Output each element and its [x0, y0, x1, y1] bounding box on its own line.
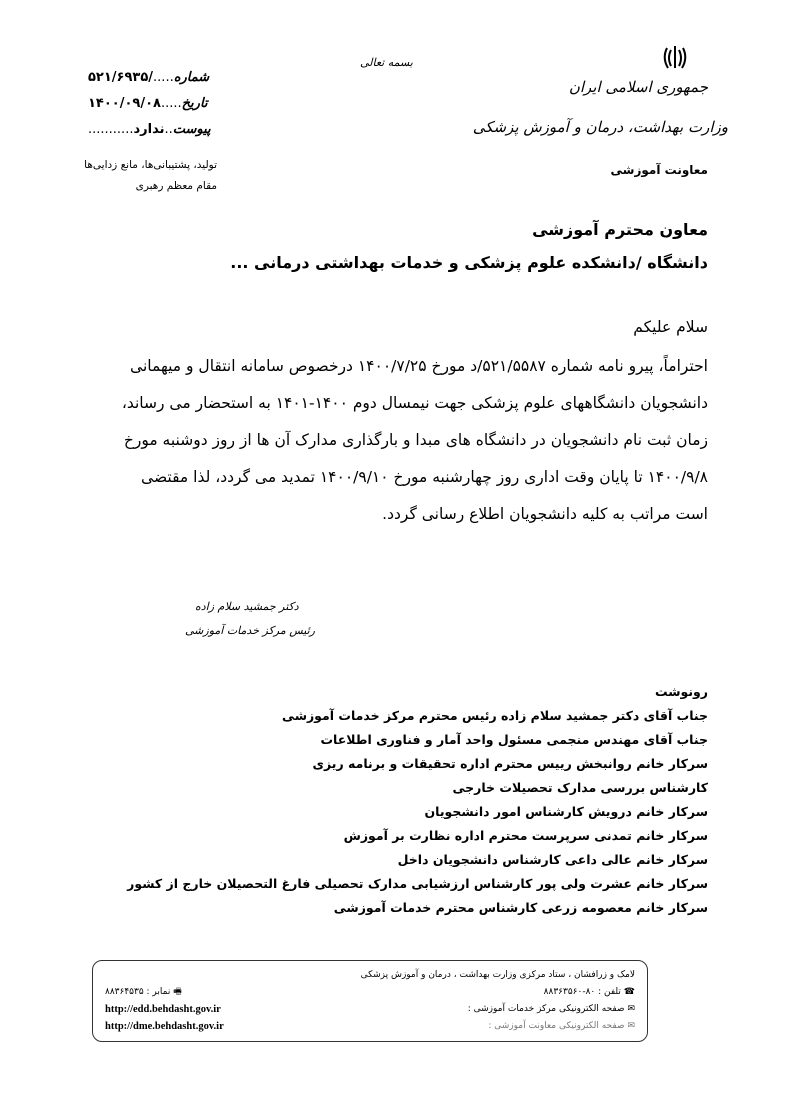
- footer-phone: ☎ تلفن : ۸۰-۸۸۳۶۳۵۶۰: [543, 987, 635, 997]
- cc-label: رونوشت: [654, 684, 708, 699]
- footer-web1-row: [105, 1001, 635, 1018]
- cc-item: کارشناس بررسی مدارک تحصیلات خارجی: [452, 780, 708, 795]
- letter-body: [80, 348, 708, 533]
- country-name: جمهوری اسلامی ایران: [568, 78, 708, 96]
- cc-item: سرکار خانم معصومه زرعی کارشناس محترم خدمات آموزشی: [333, 900, 708, 915]
- lower-section: [80, 680, 708, 1042]
- letter-date: ۱۴۰۰/۰۹/۰۸: [88, 96, 161, 111]
- signature-title: رئیس مرکز خدمات آموزشی: [185, 624, 315, 637]
- footer-address-row: [105, 967, 635, 984]
- cc-item: سرکار خانم عشرت ولی پور کارشناس ارزشیابی مدارک تحصیلی فارغ التحصیلان خارج از کشور: [127, 876, 708, 891]
- recipient-title: معاون محترم آموزشی: [532, 220, 708, 239]
- cc-item: جناب آقای دکتر جمشید سلام زاده رئیس محترم مرکز خدمات آموزشی: [282, 708, 708, 723]
- attachment-value: ندارد: [133, 122, 165, 137]
- attachment-row: پیوست..ندارد...........: [88, 122, 211, 137]
- footer-web1-link[interactable]: http://edd.behdasht.gov.ir: [105, 1004, 221, 1015]
- cc-item: سرکار خانم عالی داعی کارشناس دانشجویان داخل: [397, 852, 708, 867]
- recipient-org: دانشگاه /دانشکده علوم پزشکی و خدمات بهداشتی درمانی ...: [230, 253, 708, 272]
- phone-icon: ☎: [623, 987, 635, 997]
- invocation: بسمه تعالی: [360, 56, 413, 69]
- footer-web1-label: ✉ صفحه الکترونیکی مرکز خدمات آموزشی :: [467, 1004, 635, 1014]
- greeting: سلام علیکم: [633, 318, 708, 336]
- slogan-line1: تولید، پشتیبانی‌ها، مانع زدایی‌ها: [84, 159, 217, 171]
- footer-box: [92, 960, 648, 1042]
- cc-item: جناب آقای مهندس منجمی مسئول واحد آمار و فناوری اطلاعات: [320, 732, 708, 747]
- cc-item: سرکار خانم درویش کارشناس امور دانشجویان: [424, 804, 708, 819]
- footer-contact-row: [105, 984, 635, 1001]
- letter-number: /۵۲۱/۶۹۳۵: [88, 70, 154, 85]
- signature-name: دکتر جمشید سلام زاده: [195, 600, 299, 613]
- department-name: معاونت آموزشی: [610, 163, 708, 177]
- ministry-name: وزارت بهداشت، درمان و آموزش پزشکی: [472, 118, 728, 136]
- mail-icon: ✉: [627, 1021, 635, 1031]
- body-line: احتراماً، پیرو نامه شماره ۵۲۱/۵۵۸۷/د مورخ ۱۴۰۰/۷/۲۵ درخصوص سامانه انتقال و میهمانی: [130, 357, 708, 375]
- footer-address: لامک و زرافشان ، ستاد مرکزی وزارت بهداشت ، درمان و آموزش پزشکی: [360, 970, 635, 980]
- cc-item: سرکار خانم روانبخش رییس محترم اداره تحقیقات و برنامه ریزی: [312, 756, 708, 771]
- footer-fax: 🖷 نمابر : ۸۸۳۶۴۵۳۵: [105, 987, 182, 997]
- body-line: زمان ثبت نام دانشجویان در دانشگاه های مبدا و بارگذاری مدارک آن ها از روز دوشنبه مورخ: [123, 431, 708, 449]
- letter-date-row: تاریخ.....۱۴۰۰/۰۹/۰۸: [88, 96, 208, 111]
- letter-number-row: شماره...../۵۲۱/۶۹۳۵: [88, 70, 210, 85]
- body-line: ۱۴۰۰/۹/۸ تا پایان وقت اداری روز چهارشنبه مورخ ۱۴۰۰/۹/۱۰ تمدید می گردد، لذا مقتضی: [141, 468, 708, 486]
- slogan-line2: مقام معظم رهبری: [135, 180, 217, 192]
- body-line: است مراتب به کلیه دانشجویان اطلاع رسانی گردد.: [382, 505, 708, 523]
- body-line: دانشجویان دانشگاههای علوم پزشکی جهت نیمسال دوم ۱۴۰۰-۱۴۰۱ به استحضار می رساند،: [121, 394, 708, 412]
- fax-icon: 🖷: [173, 987, 182, 997]
- footer-web2-label: ✉ صفحه الکترونیکی معاونت آموزشی :: [488, 1021, 635, 1031]
- cc-item: سرکار خانم تمدنی سرپرست محترم اداره نظارت بر آموزش: [343, 828, 708, 843]
- mail-icon: ✉: [627, 1004, 635, 1014]
- iran-emblem-icon: [662, 44, 688, 72]
- footer-web2-row: [105, 1018, 635, 1035]
- footer-web2-link[interactable]: http://dme.behdasht.gov.ir: [105, 1021, 224, 1032]
